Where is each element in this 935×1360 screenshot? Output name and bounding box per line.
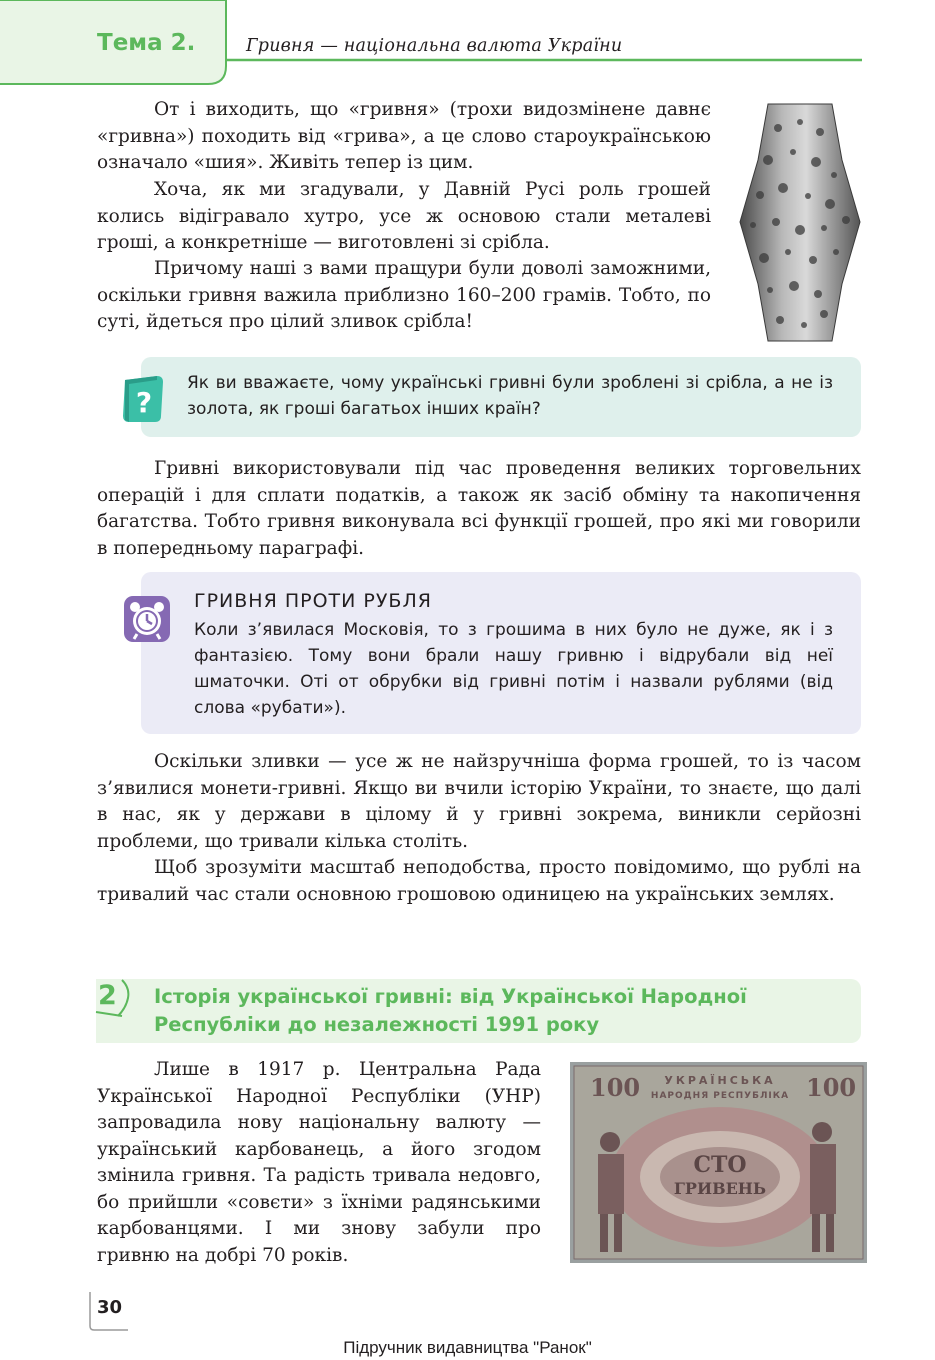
publisher-footer: Підручник видавництва "Ранок": [343, 1338, 592, 1357]
paragraph: Причому наші з вами пращури були доволі заможними, оскільки гривня важила приблизно 160–200 грамів. Тобто, по суті, йдеться про цілий зливок срібла!: [97, 258, 711, 332]
banknote-denomination-right: 100: [806, 1073, 857, 1102]
banknote-country-line: УКРАЇНСЬКА: [664, 1074, 776, 1087]
svg-text:?: ?: [135, 386, 153, 419]
paragraph: Оскільки зливки — усе ж не найзручніша форма грошей, то із часом з’явилися монети-гривні. Якщо ви вчили історію України, то знаєте, що далі в нас, як у держави в цілому й у гривні зокрема, виникли серйозні проблеми, що тривали кілька століть.: [97, 751, 861, 852]
paragraph: Лише в 1917 р. Центральна Рада Української Народної Республіки (УНР) запровадила нову національну валюту — український карбованець, а його згодом змінила гривня. Та радість тривала недовго, бо прийшли «совєти» з їхніми радянськими карбованцями. І ми знову забули про гривню на добрі 70 років.: [97, 1059, 541, 1266]
question-text: Як ви вважаєте, чому українські гривні були зроблені зі срібла, а не із золота, як гроші багатьох інших країн?: [187, 373, 833, 419]
section-number: 2: [98, 980, 117, 1011]
paragraph: Хоча, як ми згадували, у Давній Русі роль грошей колись відігравало хутро, усе ж основою стали металеві гроші, а конкретніше — виготовлені зі срібла.: [97, 179, 711, 253]
section-title: Історія української гривні: від Української Народної Республіки до незалежності 1991 року: [154, 985, 747, 1036]
banknote-center-value: СТО: [693, 1152, 747, 1178]
paragraph: Щоб зрозуміти масштаб неподобства, просто повідомимо, що рублі на тривалий час стали основною грошовою одиницею на українських землях.: [97, 857, 861, 905]
paragraph: От і виходить, що «гривня» (трохи видозмінене давнє «гривна») походить від «грива», а це слово староукраїнською означало «шия». Живіть тепер із цим.: [97, 99, 711, 173]
fact-title: ГРИВНЯ ПРОТИ РУБЛЯ: [194, 590, 432, 612]
unr-banknote-image: [570, 1062, 867, 1263]
alarm-clock-icon: [122, 594, 172, 644]
topic-label: Тема 2.: [97, 30, 196, 56]
question-icon: [121, 374, 165, 424]
paragraph: Гривні використовували під час проведення великих торговельних операцій і для сплати податків, а також як засіб обміну та накопичення багатства. Тобто гривня виконувала всі функції грошей, про які ми говорили в попередньому параграфі.: [97, 458, 861, 559]
page-number: 30: [97, 1297, 123, 1318]
fact-text: Коли з’явилася Московія, то з грошима в них було не дуже, як і з фантазією. Тому вони брали нашу гривню і відрубали від неї шматочки. Оті от обрубки від гривні потім і назвали рублями (від слова «рубати»).: [194, 620, 833, 718]
banknote-denomination-left: 100: [590, 1073, 641, 1102]
header-title: Гривня — національна валюта України: [246, 36, 623, 56]
silver-ingot-image: [738, 100, 862, 345]
banknote-republic-line: НАРОДНЯ РЕСПУБЛІКА: [650, 1091, 790, 1101]
banknote-center-unit: ГРИВЕНЬ: [673, 1179, 767, 1198]
